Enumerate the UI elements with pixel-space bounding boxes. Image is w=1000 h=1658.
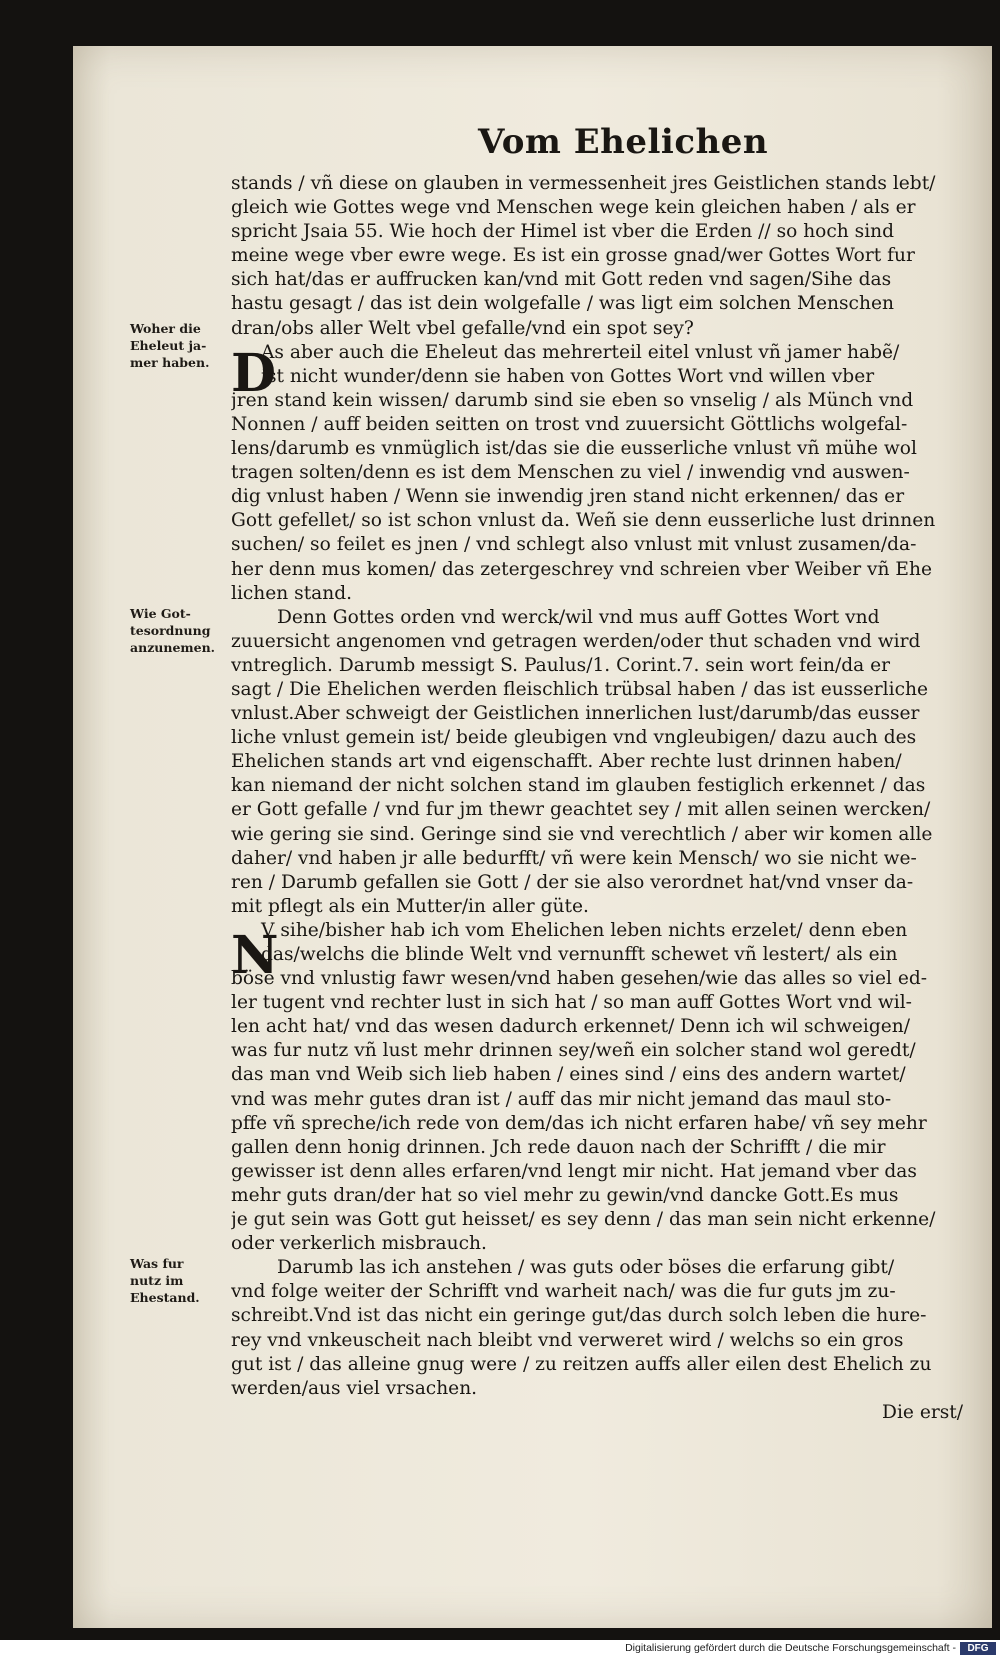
text-line: schreibt.Vnd ist das nicht ein geringe gut/das durch solch leben die hure- <box>231 1305 927 1327</box>
text-line: suchen/ so feilet es jnen / vnd schlegt also vnlust mit vnlust zusamen/da- <box>231 534 917 556</box>
text-line: Nonnen / auff beiden seitten on trost vnd zuuersicht Göttlichs wolgefal- <box>231 413 908 435</box>
drop-capital: D <box>231 343 277 404</box>
text-line: vnlust.Aber schweigt der Geistlichen innerlichen lust/darumb/das eusser <box>231 703 920 725</box>
running-head: Vom Ehelichen <box>478 122 769 162</box>
text-line: oder verkerlich misbrauch. <box>231 1233 487 1255</box>
text-line: stands / vñ diese on glauben in vermessenheit jres Geistlichen stands lebt/ <box>231 173 936 194</box>
margin-note-line: mer haben. <box>130 355 210 370</box>
text-line: Darumb las ich anstehen / was guts oder böses die erfarung gibt/ <box>277 1257 895 1279</box>
text-line: meine wege vber ewre wege. Es ist ein grosse gnad/wer Gottes Wort fur <box>231 245 915 267</box>
text-line: sagt / Die Ehelichen werden fleischlich trübsal haben / das ist eusserliche <box>231 678 928 700</box>
text-line: dig vnlust haben / Wenn sie inwendig jren stand nicht erkennen/ das er <box>231 486 905 508</box>
text-line: gallen denn honig drinnen. Jch rede dauon nach der Schrifft / die mir <box>231 1136 886 1158</box>
margin-note-line: nutz im <box>130 1273 184 1288</box>
margin-note-line: tesordnung <box>130 623 211 638</box>
text-line: das man vnd Weib sich lieb haben / eines sind / eins des andern wartet/ <box>231 1064 906 1086</box>
paragraph-3 <box>231 606 963 919</box>
margin-note <box>130 1255 230 1306</box>
text-line: vnd was mehr gutes dran ist / auff das mir nicht jemand das maul sto- <box>231 1088 892 1110</box>
text-line: lichen stand. <box>231 582 353 604</box>
text-line: mit pflegt als ein Mutter/in aller güte. <box>231 895 589 917</box>
catchword: Die erst/ <box>882 1401 963 1423</box>
text-line: len acht hat/ vnd das wesen dadurch erkennet/ Denn ich wil schweigen/ <box>231 1016 910 1038</box>
text-line: gleich wie Gottes wege vnd Menschen wege kein gleichen haben / als er <box>231 197 916 219</box>
text-line: liche vnlust gemein ist/ beide gleubigen vnd vngleubigen/ dazu auch des <box>231 727 917 749</box>
text-line: her denn mus komen/ das zetergeschrey vnd schreien vber Weiber vñ Ehe <box>231 558 932 580</box>
text-line: daher/ vnd haben jr alle bedurfft/ vñ were kein Mensch/ wo sie nicht we- <box>231 847 917 869</box>
margin-note <box>130 605 230 656</box>
dfg-logo: DFG <box>960 1642 996 1655</box>
text-line: sich hat/das er auffrucken kan/vnd mit Gott reden vnd sagen/Sihe das <box>231 269 892 291</box>
body-text <box>231 172 963 1425</box>
margin-note-line: anzunemen. <box>130 640 216 655</box>
text-line: gut ist / das alleine gnug were / zu reitzen auffs aller eilen dest Ehelich zu <box>231 1353 932 1375</box>
text-line: V sihe/bisher hab ich vom Ehelichen leben nichts erzelet/ denn eben <box>261 919 908 941</box>
text-line: je gut sein was Gott gut heisset/ es sey denn / das man sein nicht erkenne/ <box>231 1209 936 1231</box>
text-line: zuuersicht angenomen vnd getragen werden/oder thut schaden vnd wird <box>231 630 921 652</box>
paragraph-4 <box>231 919 963 1256</box>
text-line: jren stand kein wissen/ darumb sind sie eben so vnselig / als Münch vnd <box>231 389 914 411</box>
text-line: Gott gefellet/ so ist schon vnlust da. Weñ sie denn eusserliche lust drinnen <box>231 510 936 532</box>
text-line: lens/darumb es vnmüglich ist/das sie die eusserliche vnlust vñ mühe wol <box>231 438 917 460</box>
margin-note-line: Woher die <box>130 321 201 336</box>
text-line: gewisser ist denn alles erfaren/vnd lengt mir nicht. Hat jemand vber das <box>231 1160 917 1182</box>
text-line: spricht Jsaia 55. Wie hoch der Himel ist vber die Erden // so hoch sind <box>231 221 895 243</box>
drop-capital: N <box>231 925 279 986</box>
text-line: werden/aus viel vrsachen. <box>231 1377 478 1399</box>
paragraph-2 <box>231 341 963 606</box>
text-line: böse vnd vnlustig fawr wesen/vnd haben gesehen/wie das alles so viel ed- <box>231 968 928 990</box>
text-line: er Gott gefalle / vnd fur jm thewr geachtet sey / mit allen seinen wercken/ <box>231 799 931 821</box>
text-line: kan niemand der nicht solchen stand im glauben festiglich erkennet / das <box>231 775 926 797</box>
text-line: dran/obs aller Welt vbel gefalle/vnd ein spot sey? <box>231 317 694 339</box>
text-line: ist nicht wunder/denn sie haben von Gottes Wort vnd willen vber <box>261 365 875 387</box>
margin-note-line: Ehestand. <box>130 1290 200 1305</box>
text-line: hastu gesagt / das ist dein wolgefalle / was ligt eim solchen Menschen <box>231 293 894 315</box>
text-line: Ehelichen stands art vnd eigenschafft. Aber rechte lust drinnen haben/ <box>231 751 902 773</box>
funding-credit: Digitalisierung gefördert durch die Deutsche Forschungsgemeinschaft - <box>625 1642 956 1654</box>
text-line: tragen solten/denn es ist dem Menschen zu viel / inwendig vnd auswen- <box>231 462 910 484</box>
text-line: As aber auch die Eheleut das mehrerteil eitel vnlust vñ jamer habẽ/ <box>261 341 900 363</box>
margin-note-line: Eheleut ja- <box>130 338 207 353</box>
paragraph-1 <box>231 172 963 341</box>
text-line: mehr guts dran/der hat so viel mehr zu gewin/vnd dancke Gott.Es mus <box>231 1184 899 1206</box>
margin-note <box>130 320 230 371</box>
text-line: ren / Darumb gefallen sie Gott / der sie also verordnet hat/vnd vnser da- <box>231 871 914 893</box>
text-line: was fur nutz vñ lust mehr drinnen sey/weñ ein solcher stand wol geredt/ <box>231 1040 916 1062</box>
text-line: pffe vñ spreche/ich rede von dem/das ich nicht erfaren habe/ vñ sey mehr <box>231 1112 927 1134</box>
text-line: ler tugent vnd rechter lust in sich hat / so man auff Gottes Wort vnd wil- <box>231 992 912 1014</box>
margin-note-line: Wie Got- <box>130 606 191 621</box>
text-line: vnd folge weiter der Schrifft vnd warheit nach/ was die fur guts jm zu- <box>231 1281 896 1303</box>
text-line: vntreglich. Darumb messigt S. Paulus/1. Corint.7. sein wort fein/da er <box>231 654 890 676</box>
text-line: wie gering sie sind. Geringe sind sie vnd verechtlich / aber wir komen alle <box>231 823 933 845</box>
text-line: rey vnd vnkeuscheit nach bleibt vnd verweret wird / welchs so ein gros <box>231 1329 904 1351</box>
margin-note-line: Was fur <box>130 1256 184 1271</box>
text-line: Denn Gottes orden vnd werck/wil vnd mus auff Gottes Wort vnd <box>277 606 880 628</box>
paragraph-5 <box>231 1256 963 1401</box>
text-line: das/welchs die blinde Welt vnd vernunfft schewet vñ lestert/ als ein <box>261 944 898 965</box>
